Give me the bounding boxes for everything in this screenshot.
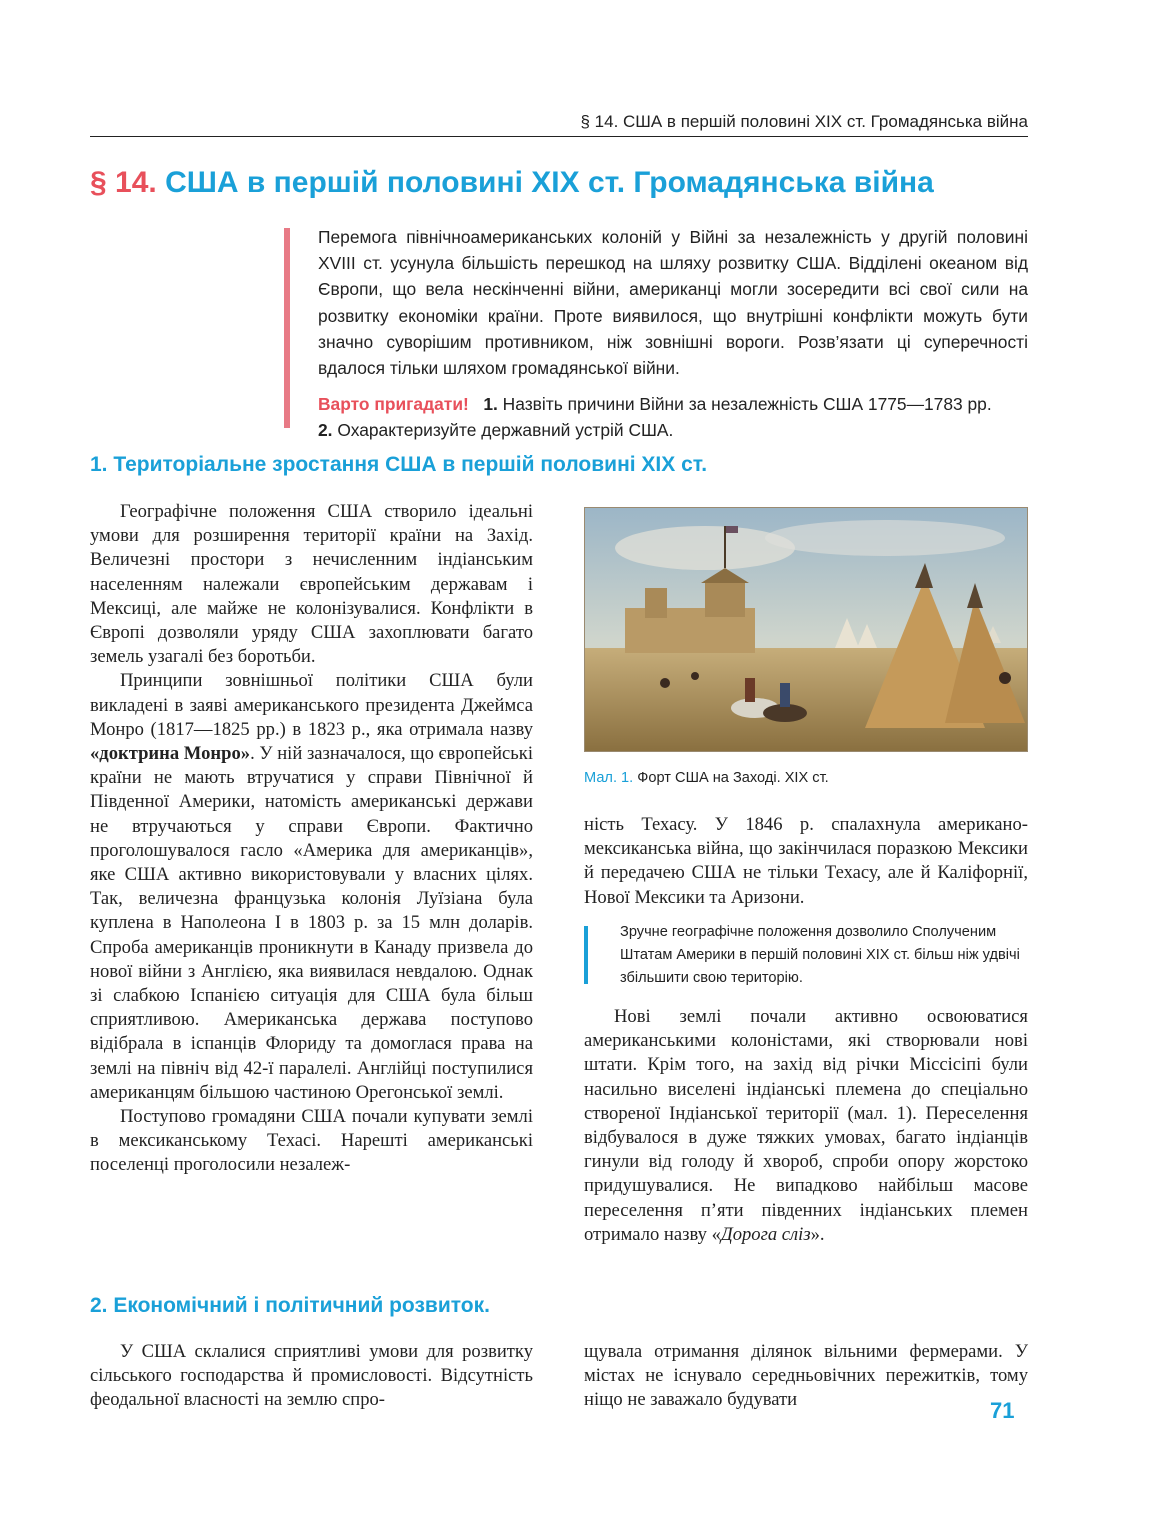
title-text: США в першій половині XIX ст. Громадянська війна xyxy=(165,166,934,199)
fort-painting-image xyxy=(584,507,1028,752)
intro-block xyxy=(318,224,1028,444)
q2-number: 2. xyxy=(318,420,333,441)
monroe-doctrine-term: «доктрина Монро» xyxy=(90,743,251,765)
q1-text: Назвіть причини Війни за незалежність США 1775—1783 рр. xyxy=(502,394,992,415)
s1-left-p2-b: . У ній зазначалося, що європейські країни не мають втручатися у справи Північної й Південної Америки, натомість американські держави не втручаються у справи Європи. Фактично проголошувалося гасло «Америка для американців», яке США активно використовували у власних цілях. Так, величезна французька колонія Луїзіана була куплена в Наполеона І в 1803 р. за 15 млн доларів. Спроба американців проникнути в Канаду призвела до нової війни з Англією, яка виявилася невдалою. Однак зі слабкою Іспанією ситуація для США була більш сприятливою. Американська держава поступово відібрала в іспанців Флориду та домоглася права на землі на північ від 42-ї паралелі. Англійці поступилися американцям більшою частиною Орегонської землі. xyxy=(90,743,533,1103)
intro-text: Перемога північноамериканських колоній у Війні за незалежність у другій половині XVIII ст. усунула більшість перешкод на шляху розвитку США. Відділені океаном від Європи, що вела нескінченні війни, американці могли зосередити всі свої сили на розвитку економіки країни. Проте виявилося, що внутрішні конфлікти можуть бути значно суворішим противником, ніж зовнішні вороги. Розв’язати ці суперечності вдалося тільки шляхом громадянської війни. xyxy=(318,227,1028,379)
page-number: 71 xyxy=(990,1398,1015,1423)
section-1-heading: 1. Територіальне зростання США в першій половині XIX ст. xyxy=(90,453,708,476)
key-point-note: Зручне географічне положення дозволило Сполученим Штатам Америки в першій половині XIX ст. більш ніж удвічі збільшити свою територію. xyxy=(620,924,1020,986)
s1-right-p2-a: Нові землі почали активно освоюватися американськими колоністами, які створювали нові штати. Крім того, на захід від річки Міссісіпі були насильно виселені індіанські племена до спеціально створеної Індіанської території (мал. 1). Переселення відбувалося в дуже тяжких умовах, багато індіанців гинули від голоду й хвороб, спроби опору жорстоко придушувалися. Не випадково найбільш масове переселення п’яти південних індіанських племен отримало назву « xyxy=(584,1006,1028,1245)
trail-of-tears-term: Дорога сліз xyxy=(720,1223,811,1245)
intro-accent-bar xyxy=(284,228,290,428)
s2-right-p1: щувала отримання ділянок вільними фермерами. У містах не існувало середньовічних пережитків, тому ніщо не заважало будувати xyxy=(584,1341,1028,1411)
s1-right-p1: ність Техасу. У 1846 р. спалахнула американо-мексиканська війна, що закінчилася поразкою Мексики й передачею США не тільки Техасу, але й Каліфорнії, Нової Мексики та Аризони. xyxy=(584,814,1028,908)
section-2-right-column xyxy=(584,1340,1028,1413)
q1-number: 1. xyxy=(483,394,498,415)
running-head: § 14. США в першій половині XIX ст. Громадянська війна xyxy=(580,112,1028,131)
page-title xyxy=(90,166,1040,200)
recall-questions xyxy=(318,391,1028,443)
header-rule xyxy=(90,136,1028,137)
paragraph-number: § 14. xyxy=(90,166,157,199)
s1-right-p2 xyxy=(584,1005,1028,1247)
note-accent-bar xyxy=(584,926,588,984)
section-1-right-column-top xyxy=(584,813,1028,910)
section-1-left-column xyxy=(90,500,533,1178)
q2-text: Охарактеризуйте державний устрій США. xyxy=(337,420,674,441)
figure-caption-text: Форт США на Заході. XIX ст. xyxy=(637,770,829,786)
recall-label: Варто пригадати! xyxy=(318,394,469,415)
s2-left-p1: У США склалися сприятливі умови для розвитку сільського господарства й промисловості. Відсутність феодальної власності на землю спро- xyxy=(90,1341,533,1411)
s1-left-p3: Поступово громадяни США почали купувати землі в мексиканському Техасі. Нарешті американські поселенці проголосили незалеж- xyxy=(90,1106,533,1176)
section-2-left-column xyxy=(90,1340,533,1413)
section-2-heading: 2. Економічний і політичний розвиток. xyxy=(90,1294,490,1317)
s1-left-p2-a: Принципи зовнішньої політики США були викладені в заяві американського президента Джеймса Монро (1817—1825 рр.) в 1823 р., яка отримала назву xyxy=(90,670,533,740)
s1-left-p2 xyxy=(90,669,533,1105)
s1-right-p2-b: ». xyxy=(810,1223,825,1245)
figure-caption xyxy=(584,770,1028,786)
section-1-right-column-bottom xyxy=(584,1005,1028,1247)
s1-left-p1: Географічне положення США створило ідеальні умови для розширення території країни на Захід. Величезні простори з нечисленним індіанським населенням належали європейським державам і Мексиці, але майже не колонізувалися. Конфлікти в Європі дозволяли уряду США захоплювати багато земель узагалі без боротьби. xyxy=(90,501,533,668)
figure-label: Мал. 1. xyxy=(584,770,634,786)
